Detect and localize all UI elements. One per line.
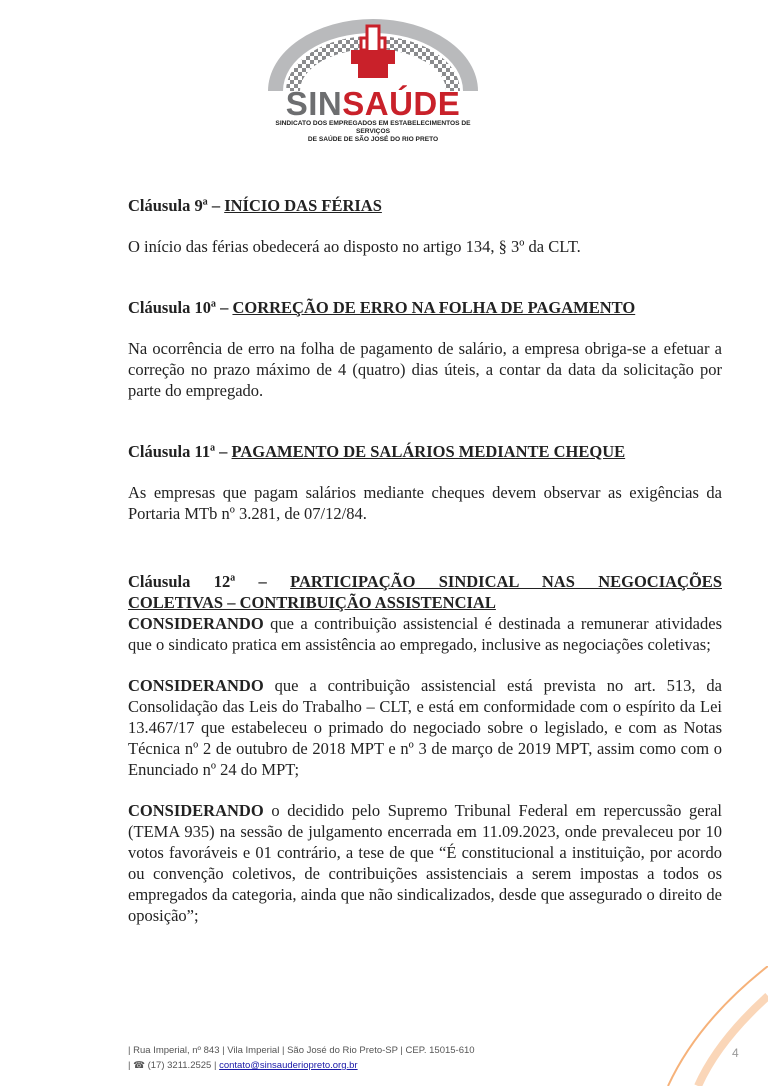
document-body	[128, 195, 722, 926]
clause-number: Cláusula 10ª	[128, 298, 216, 317]
clause-11-heading: Cláusula 11ª – PAGAMENTO DE SALÁRIOS MEDIANTE CHEQUE	[128, 442, 626, 461]
footer-phone: (17) 3211.2525	[147, 1060, 212, 1071]
paragraph-lead: CONSIDERANDO	[128, 676, 264, 695]
corner-decoration	[648, 966, 768, 1086]
clause-10-body: Na ocorrência de erro na folha de pagamento de salário, a empresa obriga-se a efetuar a correção no prazo máximo de 4 (quatro) dias úteis, a contar da data da solicitação por parte do empregado.	[128, 339, 722, 400]
footer-email-link[interactable]: contato@sinsauderiopreto.org.br	[219, 1060, 358, 1071]
footer-address: | Rua Imperial, nº 843 | Vila Imperial | São José do Rio Preto-SP | CEP. 15015-610	[128, 1045, 475, 1056]
clause-12-heading	[128, 571, 722, 613]
logo-emblem	[258, 16, 488, 91]
clause-number: Cláusula 9ª	[128, 196, 208, 215]
footer-contact: | ☎ (17) 3211.2525 | contato@sinsauderiopreto.org.br	[128, 1060, 358, 1071]
logo-subtitle-line2: DE SAÚDE DE SÃO JOSÉ DO RIO PRETO	[307, 136, 439, 143]
clause-title-line1: PARTICIPAÇÃO SINDICAL NAS NEGOCIAÇÕES	[290, 572, 722, 591]
clause-number: Cláusula 12ª	[128, 572, 236, 591]
clause-9-heading: Cláusula 9ª – INÍCIO DAS FÉRIAS	[128, 196, 382, 215]
phone-icon: ☎	[133, 1060, 145, 1071]
footer	[128, 1043, 475, 1073]
clause-12-paragraph-3: CONSIDERANDO o decidido pelo Supremo Tribunal Federal em repercussão geral (TEMA 935) na sessão de julgamento encerrada em 11.09.2023, onde prevaleceu por 10 votos favoráveis e 01 contrário, a tese de que “É constitucional a instituição, por acordo ou convenção coletivos, de contribuições assistenciais a serem impostas a todos os empregados da categoria, ainda que não sindicalizados, desde que assegurado o direito de oposição”;	[128, 801, 722, 925]
logo-wordmark-part1: SIN	[285, 85, 343, 122]
clause-11-body: As empresas que pagam salários mediante cheques devem observar as exigências da Portaria MTb nº 3.281, de 07/12/84.	[128, 483, 722, 523]
clause-title: PAGAMENTO DE SALÁRIOS MEDIANTE CHEQUE	[231, 442, 626, 461]
clause-title-line2: COLETIVAS – CONTRIBUIÇÃO ASSISTENCIAL	[128, 593, 496, 612]
page-number: 4	[732, 1046, 739, 1060]
logo-wordmark	[258, 86, 488, 122]
logo	[258, 16, 488, 143]
clause-number: Cláusula 11ª	[128, 442, 216, 461]
clause-12-paragraph-2: CONSIDERANDO que a contribuição assistencial está prevista no art. 513, da Consolidação das Leis do Trabalho – CLT, e está em conformidade com o espírito da Lei 13.467/17 que estabeleceu o primado do negociado sobre o legislado, e com as Notas Técnica nº 2 de outubro de 2018 MPT e nº 3 de março de 2019 MPT, assim como com o Enunciado nº 24 do MPT;	[128, 676, 722, 779]
logo-subtitle-line1: SINDICATO DOS EMPREGADOS EM ESTABELECIMENTOS DE SERVIÇOS	[275, 120, 471, 135]
logo-subtitle	[258, 120, 488, 144]
clause-12-heading-line1: Cláusula 12ª – PARTICIPAÇÃO SINDICAL NAS NEGOCIAÇÕES	[128, 572, 722, 591]
paragraph-lead: CONSIDERANDO	[128, 801, 264, 820]
logo-wordmark-part2: SAÚDE	[342, 85, 461, 122]
clause-title: CORREÇÃO DE ERRO NA FOLHA DE PAGAMENTO	[232, 298, 636, 317]
clause-9-body: O início das férias obedecerá ao disposto no artigo 134, § 3º da CLT.	[128, 237, 581, 256]
paragraph-lead: CONSIDERANDO	[128, 614, 264, 633]
clause-10-heading: Cláusula 10ª – CORREÇÃO DE ERRO NA FOLHA DE PAGAMENTO	[128, 298, 636, 317]
clause-12-paragraph-1: CONSIDERANDO que a contribuição assistencial é destinada a remunerar atividades que o sindicato pratica em assistência ao empregado, inclusive as negociações coletivas;	[128, 614, 722, 654]
clause-title: INÍCIO DAS FÉRIAS	[224, 196, 382, 215]
